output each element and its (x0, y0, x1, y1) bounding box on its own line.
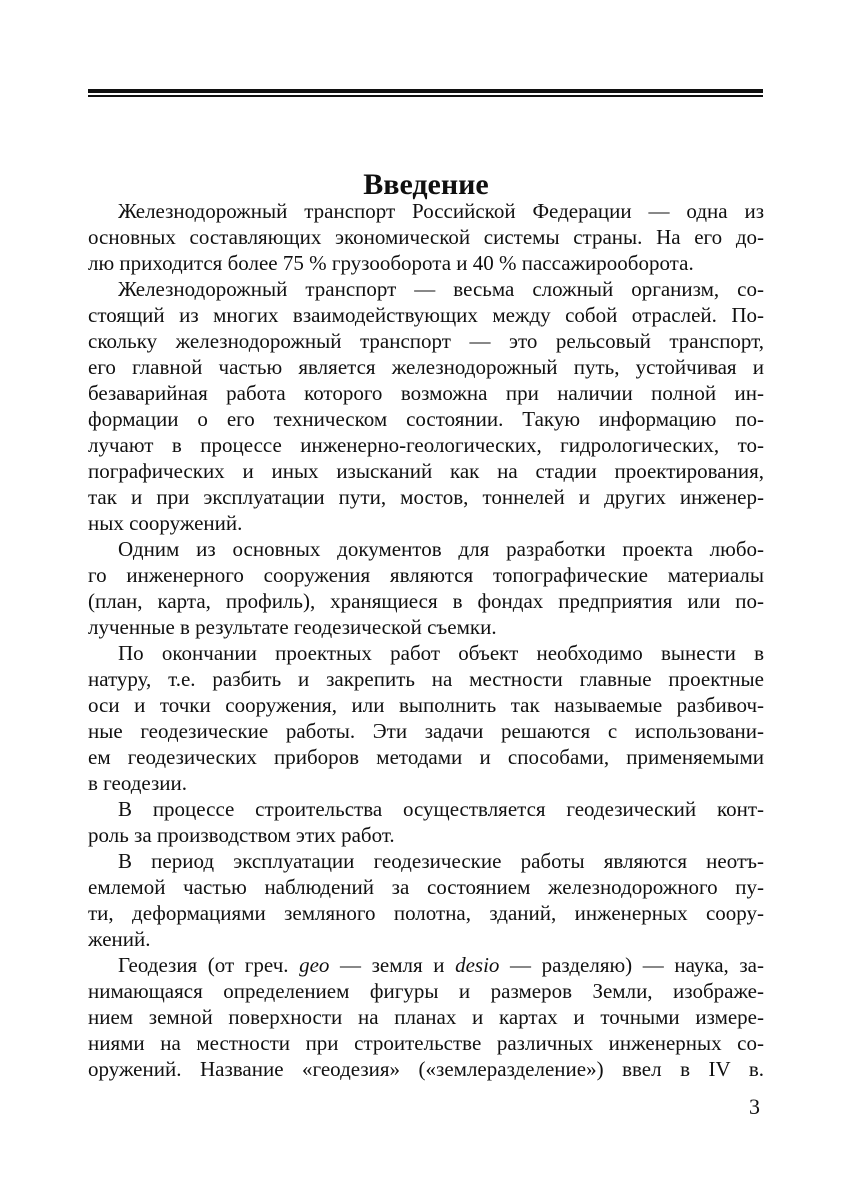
text-line: ных сооружений. (88, 511, 243, 535)
page-number: 3 (749, 1094, 760, 1119)
text-line: натуру, т.е. разбить и закрепить на местности главные проектные (88, 667, 764, 691)
text-line (88, 952, 764, 978)
text-line: формации о его техническом состоянии. Такую информацию по- (88, 407, 764, 431)
text-line: скольку железнодорожный транспорт — это рельсовый транспорт, (88, 329, 764, 353)
text-segment: — разделяю) — наука, за- (499, 953, 764, 977)
text-line: Одним из основных документов для разработки проекта любо- (118, 537, 764, 561)
text-line: нием земной поверхности на планах и картах и точными измере- (88, 1005, 764, 1029)
text-line: В период эксплуатации геодезические работы являются неотъ- (118, 849, 764, 873)
text-line: оружений. Название «геодезия» («землеразделение») ввел в IV в. (88, 1057, 764, 1081)
text-line: роль за производством этих работ. (88, 823, 395, 847)
page-title: Введение (363, 168, 489, 202)
paragraph (88, 796, 764, 848)
text-line: нимающаяся определением фигуры и размеров Земли, изображе- (88, 979, 764, 1003)
text-line: пографических и иных изысканий как на стадии проектирования, (88, 459, 764, 483)
text-line: лю приходится более 75 % грузооборота и 40 % пассажирооборота. (88, 251, 694, 275)
text-line: жений. (88, 927, 151, 951)
text-line: лучают в процессе инженерно-геологических, гидрологических, то- (88, 433, 764, 457)
text-line: Железнодорожный транспорт — весьма сложный организм, со- (118, 277, 764, 301)
text-line: в геодезии. (88, 771, 188, 795)
text-line: По окончании проектных работ объект необходимо вынести в (118, 641, 764, 665)
text-line: основных составляющих экономической системы страны. На его до- (88, 225, 764, 249)
text-line: безаварийная работа которого возможна при наличии полной ин- (88, 381, 764, 405)
text-line: его главной частью является железнодорожный путь, устойчивая и (88, 355, 764, 379)
top-double-rule (88, 89, 763, 97)
text-line: оси и точки сооружения, или выполнить так называемые разбивоч- (88, 693, 764, 717)
text-line: Железнодорожный транспорт Российской Федерации — одна из (118, 199, 764, 223)
paragraph (88, 536, 764, 640)
text-line: стоящий из многих взаимодействующих между собой отраслей. По- (88, 303, 764, 327)
body-text (88, 198, 764, 1082)
text-line: ти, деформациями земляного полотна, зданий, инженерных соору- (88, 901, 764, 925)
italic-term: desio (455, 953, 500, 977)
text-line: В процессе строительства осуществляется геодезический конт- (118, 797, 764, 821)
text-segment: Геодезия (от греч. (118, 953, 300, 977)
paragraph (88, 640, 764, 796)
text-line: лученные в результате геодезической съемки. (88, 615, 497, 639)
text-line: так и при эксплуатации пути, мостов, тоннелей и других инженер- (88, 485, 764, 509)
text-line: емлемой частью наблюдений за состоянием железнодорожного пу- (88, 875, 764, 899)
text-line: (план, карта, профиль), хранящиеся в фондах предприятия или по- (88, 589, 764, 613)
paragraph (88, 848, 764, 952)
text-segment: — земля и (329, 953, 456, 977)
text-line: ниями на местности при строительстве различных инженерных со- (88, 1031, 764, 1055)
paragraph (88, 952, 764, 1082)
text-line: ем геодезических приборов методами и способами, применяемыми (88, 745, 764, 769)
italic-term: geo (299, 953, 330, 977)
text-line: го инженерного сооружения являются топографические материалы (88, 563, 764, 587)
paragraph (88, 198, 764, 276)
paragraph (88, 276, 764, 536)
text-line: ные геодезические работы. Эти задачи решаются с использовани- (88, 719, 764, 743)
